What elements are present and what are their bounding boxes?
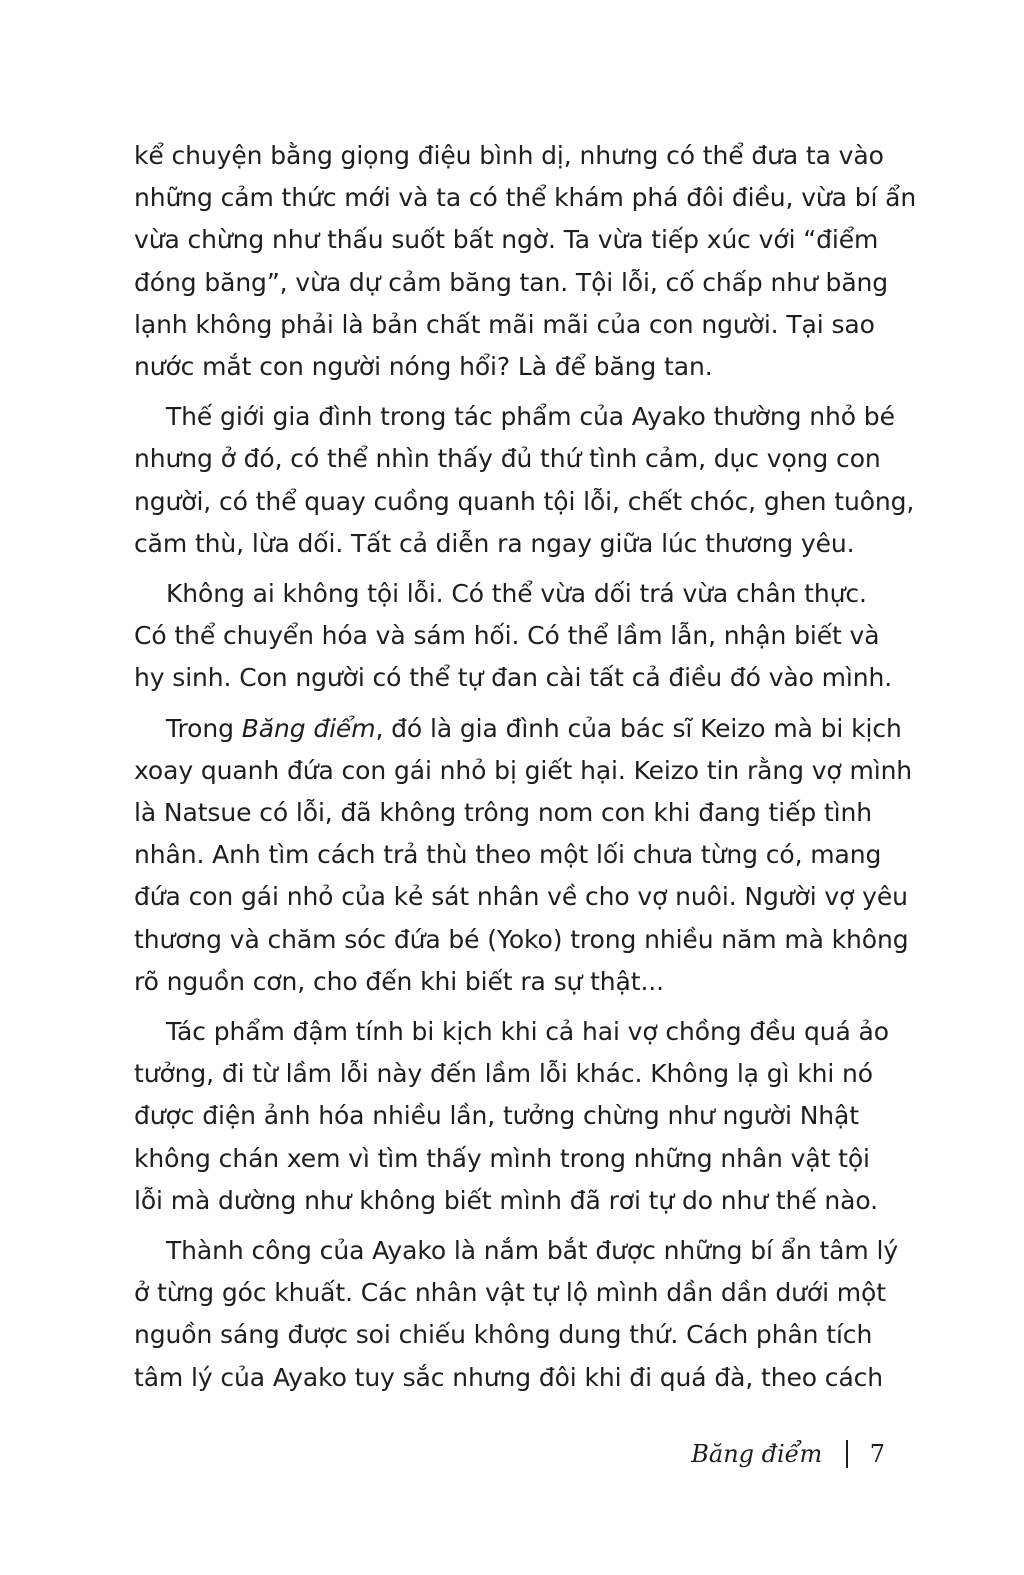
text-line: lạnh không phải là bản chất mãi mãi của con người. Tại sao	[134, 309, 875, 339]
paragraph-3	[134, 573, 893, 700]
text-line: nước mắt con người nóng hổi? Là để băng tan.	[134, 352, 713, 382]
text-line: thương và chăm sóc đứa bé (Yoko) trong nhiều năm mà không	[134, 924, 909, 954]
running-title: Băng điểm	[691, 1440, 823, 1468]
text-line: là Natsue có lỗi, đã không trông nom con khi đang tiếp tình	[134, 798, 873, 828]
book-title-inline: Băng điểm	[241, 713, 376, 743]
footer-divider	[846, 1440, 848, 1468]
paragraph-4	[134, 708, 913, 1003]
page-number: 7	[869, 1440, 885, 1468]
text-run: Trong	[166, 713, 242, 743]
text-line: rõ nguồn cơn, cho đến khi biết ra sự thật...	[134, 966, 664, 996]
text-run: , đó là gia đình của bác sĩ Keizo mà bi kịch	[375, 713, 902, 743]
text-line: Thế giới gia đình trong tác phẩm của Ayako thường nhỏ bé	[166, 402, 895, 432]
text-line: ở từng góc khuất. Các nhân vật tự lộ mình dần dần dưới một	[134, 1278, 886, 1308]
text-line: lỗi mà dường như không biết mình đã rơi tự do như thế nào.	[134, 1185, 878, 1215]
page-footer	[691, 1440, 885, 1468]
text-line: Có thể chuyển hóa và sám hối. Có thể lầm lẫn, nhận biết và	[134, 621, 880, 651]
text-line: đóng băng”, vừa dự cảm băng tan. Tội lỗi, cố chấp như băng	[134, 267, 889, 297]
text-line: người, có thể quay cuồng quanh tội lỗi, chết chóc, ghen tuông,	[134, 486, 915, 516]
text-line: căm thù, lừa dối. Tất cả diễn ra ngay giữa lúc thương yêu.	[134, 528, 855, 558]
text-line: nhưng ở đó, có thể nhìn thấy đủ thứ tình cảm, dục vọng con	[134, 444, 881, 474]
text-line: nhân. Anh tìm cách trả thù theo một lối chưa từng có, mang	[134, 840, 882, 870]
text-line: Tác phẩm đậm tính bi kịch khi cả hai vợ chồng đều quá ảo	[166, 1017, 889, 1047]
page-body	[134, 135, 917, 1407]
text-line: xoay quanh đứa con gái nhỏ bị giết hại. Keizo tin rằng vợ mình	[134, 755, 913, 785]
text-line: được điện ảnh hóa nhiều lần, tưởng chừng như người Nhật	[134, 1101, 859, 1131]
text-line: Không ai không tội lỗi. Có thể vừa dối trá vừa chân thực.	[166, 579, 867, 609]
text-line: nguồn sáng được soi chiếu không dung thứ. Cách phân tích	[134, 1320, 873, 1350]
text-line: tưởng, đi từ lầm lỗi này đến lầm lỗi khác. Không lạ gì khi nó	[134, 1059, 873, 1089]
paragraph-6	[134, 1230, 899, 1399]
text-line: kể chuyện bằng giọng điệu bình dị, nhưng có thể đưa ta vào	[134, 141, 884, 170]
text-line	[134, 708, 902, 750]
paragraph-5	[134, 1011, 889, 1222]
paragraph-1	[134, 135, 917, 388]
paragraph-2	[134, 396, 915, 565]
text-line: hy sinh. Con người có thể tự đan cài tất cả điều đó vào mình.	[134, 663, 893, 693]
text-line: không chán xem vì tìm thấy mình trong những nhân vật tội	[134, 1143, 870, 1173]
text-line: vừa chừng như thấu suốt bất ngờ. Ta vừa tiếp xúc với “điểm	[134, 225, 879, 255]
text-line: Thành công của Ayako là nắm bắt được những bí ẩn tâm lý	[166, 1236, 899, 1266]
text-line: đứa con gái nhỏ của kẻ sát nhân về cho vợ nuôi. Người vợ yêu	[134, 882, 908, 912]
text-line: những cảm thức mới và ta có thể khám phá đôi điều, vừa bí ẩn	[134, 183, 917, 213]
text-line: tâm lý của Ayako tuy sắc nhưng đôi khi đi quá đà, theo cách	[134, 1362, 884, 1392]
